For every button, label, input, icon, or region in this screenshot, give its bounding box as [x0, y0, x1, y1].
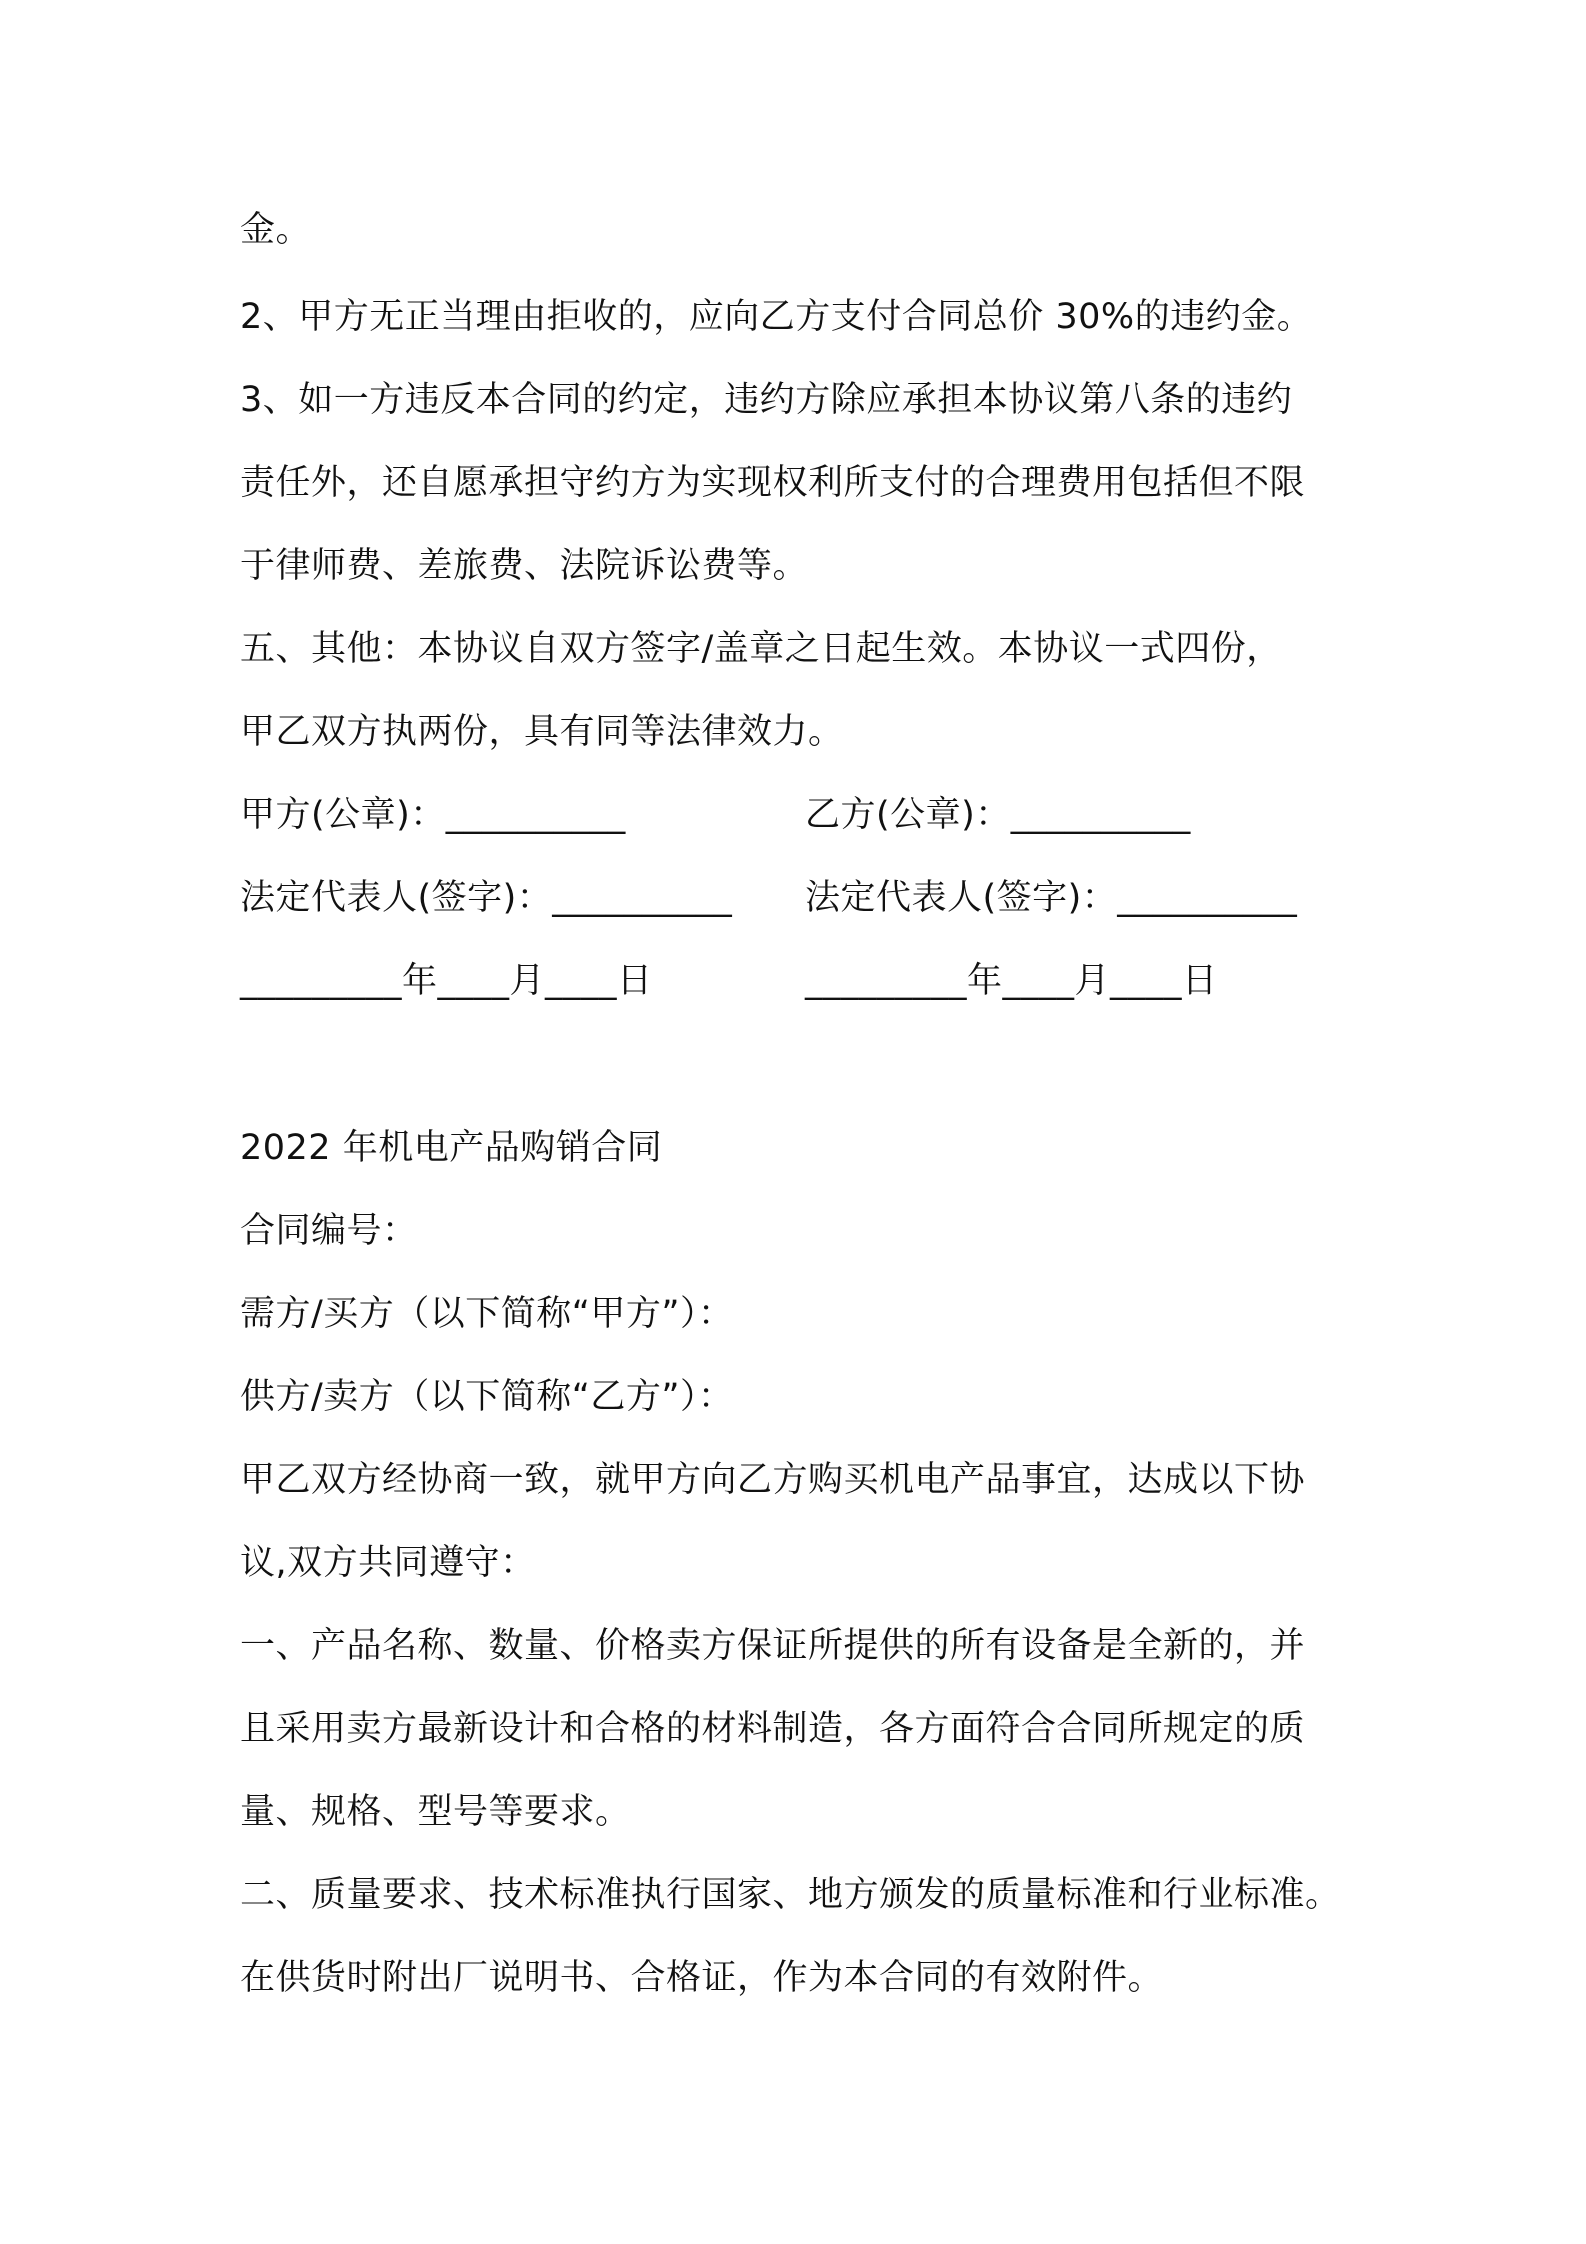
paragraph-line: 在供货时附出厂说明书、合格证，作为本合同的有效附件。	[240, 1958, 1164, 1998]
seller-line: 供方/卖方（以下简称“乙方”）：	[240, 1377, 734, 1417]
contract-title: 2022 年机电产品购销合同	[240, 1128, 663, 1168]
party-a-rep-field: 法定代表人(签字)：__________	[240, 878, 733, 918]
contract-number: 合同编号：	[240, 1211, 418, 1251]
paragraph-line: 2、甲方无正当理由拒收的，应向乙方支付合同总价 30%的违约金。	[240, 297, 1313, 337]
paragraph-line: 于律师费、差旅费、法院诉讼费等。	[240, 546, 809, 586]
paragraph-line: 甲乙双方经协商一致，就甲方向乙方购买机电产品事宜，达成以下协	[240, 1460, 1306, 1500]
party-b-date-field: _________年____月____日	[805, 961, 1218, 1001]
signature-row-representative	[240, 873, 1360, 923]
signature-row-seal	[240, 790, 1360, 840]
party-b-seal-field: 乙方(公章)：__________	[805, 795, 1191, 835]
paragraph-line: 一、产品名称、数量、价格卖方保证所提供的所有设备是全新的，并	[240, 1626, 1306, 1666]
paragraph-line: 责任外，还自愿承担守约方为实现权利所支付的合理费用包括但不限	[240, 463, 1306, 503]
paragraph-line: 甲乙双方执两份，具有同等法律效力。	[240, 712, 844, 752]
paragraph-line: 量、规格、型号等要求。	[240, 1792, 631, 1832]
party-b-rep-field: 法定代表人(签字)：__________	[805, 878, 1298, 918]
party-a-date-field: _________年____月____日	[240, 961, 653, 1001]
paragraph-line: 且采用卖方最新设计和合格的材料制造，各方面符合合同所规定的质	[240, 1709, 1306, 1749]
paragraph-line: 议,双方共同遵守：	[240, 1543, 536, 1583]
party-a-seal-field: 甲方(公章)：__________	[240, 795, 626, 835]
paragraph-line: 二、质量要求、技术标准执行国家、地方颁发的质量标准和行业标准。	[240, 1875, 1341, 1915]
paragraph-line: 五、其他：本协议自双方签字/盖章之日起生效。本协议一式四份，	[240, 629, 1282, 669]
paragraph-line: 金。	[240, 210, 312, 250]
buyer-line: 需方/买方（以下简称“甲方”）：	[240, 1294, 734, 1334]
signature-row-date	[240, 956, 1360, 1006]
paragraph-line: 3、如一方违反本合同的约定，违约方除应承担本协议第八条的违约	[240, 380, 1293, 420]
